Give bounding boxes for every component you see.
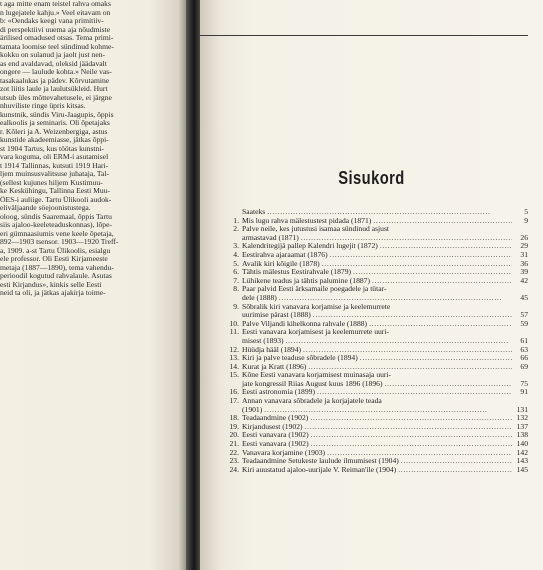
toc-entry-number: 5. [233, 258, 239, 268]
toc-entry-page: 31 [520, 249, 528, 259]
left-text-line: ärilised omadused otsas. Tema primi- [0, 34, 114, 42]
toc-leader-dots [401, 457, 512, 466]
toc-entry-title: misest (1893) [242, 335, 284, 345]
toc-entry-title: Kiri ja palve teaduse sõbradele (1894) [242, 353, 358, 363]
toc-leader-dots [310, 414, 512, 423]
toc-entry-title: Mis lugu rahva mälestustest pidada (1871) [242, 215, 372, 225]
toc-entry-page: 66 [520, 353, 528, 363]
toc-entry-title: Kiri auustatud ajaloo-uurijale V. Reiman'ile (1904) [242, 464, 397, 474]
left-text-line: metaja (1887—1890), tema vahendu- [0, 263, 114, 272]
left-text-line: tasakaalukas ja pädev. Kõrvutamine [0, 76, 110, 85]
left-page-text [0, 0, 182, 298]
left-text-line: ele professor. Oli Eesti Kirjameeste [0, 255, 108, 263]
toc-entry-page: 131 [516, 404, 528, 414]
toc-leader-dots [384, 380, 512, 389]
toc-entry-page: 142 [516, 447, 528, 457]
left-text-line: t aga mitte enam teistel rahva omaks [0, 0, 111, 8]
toc-entry-number: 2. [233, 224, 239, 234]
toc-entry-page: 91 [520, 387, 528, 397]
toc-entry-page: 75 [520, 378, 528, 388]
toc-entry-title: Kirjandusest (1902) [242, 421, 303, 431]
toc-entry-title: uurimise pärast (1888) [242, 310, 311, 320]
left-text-line: oloog, sündis Saaremaal, õppis Tartu [0, 212, 112, 221]
toc-entry-title: Sõbralik kiri vanavara korjamise ja keelemurrete [242, 301, 391, 311]
toc-entry-title: Vanavara korjamine (1903) [242, 447, 326, 457]
toc-entry-number: 7. [233, 275, 239, 285]
toc-entry-title: Kurat ja Kratt (1896) [242, 361, 307, 371]
left-text-line: as end avaldavad, oleksid jäädavalt [0, 59, 107, 68]
left-text-line: b: «Oendaks keegi vana primitiiv- [0, 17, 104, 25]
left-text-line: nhuviliste ringe üpris kitsas. [0, 102, 86, 110]
toc-entry-number: 17. [229, 396, 239, 406]
toc-entry-number: 10. [229, 318, 239, 328]
toc-entry-page: 137 [516, 421, 528, 431]
left-text-line: siis ajaloo-keeleteaduskonnas), lõpe- [0, 221, 112, 229]
table-of-contents [227, 208, 528, 474]
left-text-line: ÕES-i auliige. Tartu Ülikooli audok- [0, 195, 112, 204]
toc-entry-title: Avalik kiri kõigile (1878) [242, 258, 320, 268]
left-text-line: perioodil kogutud rahvalaule. Asutas [0, 272, 112, 280]
toc-entry-title: Palve neile, kes jutustusi isamaa sündinud asjust [242, 224, 390, 234]
toc-entry-title: Paar palvid Eesti ärksamaile poegadele ja tütar- [242, 284, 387, 294]
toc-entry-number: 11. [229, 327, 239, 337]
left-text-line: eri gümnaasiumis vene keele õpetaja, [0, 229, 114, 238]
toc-entry [227, 397, 528, 406]
left-text-line: ealkoolis ja seminaris. Oli õpetajaks [0, 119, 110, 127]
left-text-line: zot liitis laule ja laulutsükleid. Hurt [0, 85, 108, 93]
toc-leader-dots [360, 354, 512, 363]
toc-entry-title: Tähtis mälestus Eestirahvale (1879) [242, 267, 352, 277]
toc-leader-dots [380, 242, 512, 251]
toc-leader-dots [311, 440, 512, 449]
toc-entry-title: jate kongressil Riias August kuus 1896 (1896) [242, 378, 383, 388]
left-text-line: ongere — laulude kohta.» Neile vas- [0, 68, 112, 76]
toc-entry-page: 36 [520, 258, 528, 268]
left-page [0, 0, 186, 570]
toc-entry-title: Kalendritegijä pallep Kalendri lugejit (1872) [242, 241, 378, 251]
toc-entry-title: Eestirahva ajaraamat (1876) [242, 249, 328, 259]
left-text-line: eliväljaande söejoonistustega. [0, 204, 91, 212]
toc-entry-number: 9. [233, 301, 239, 311]
left-text-line: n lugejatele kahju.» Veel eitavam on [0, 8, 111, 17]
toc-entry-number: 14. [229, 361, 239, 371]
toc-entry-number: 1. [233, 215, 239, 225]
toc-leader-dots [305, 423, 512, 432]
left-text-line: utsub üles mõttevahetusele, ei järgne [0, 93, 112, 102]
toc-entry-page: 26 [520, 232, 528, 242]
toc-entry-title: Eesti vanavara (1902) [242, 430, 309, 440]
toc-entry-title: Lühikene teadus ja tähtis palumine (1887) [242, 275, 371, 285]
left-text-line: ljem muinsusvalitsuse juhataja, Tal- [0, 170, 109, 178]
toc-leader-dots [369, 320, 512, 329]
toc-leader-dots [372, 277, 512, 286]
toc-entry-number: 18. [229, 413, 239, 423]
toc-entry-title: Teadaandmine (1902) [242, 413, 309, 423]
left-text-line: t 1914 Tallinnas, kutsuti 1919 Hari- [0, 161, 109, 170]
toc-entry-page: 59 [520, 318, 528, 328]
toc-entry-title: armastavad (1871) [242, 232, 299, 242]
toc-leader-dots [373, 217, 512, 226]
toc-entry-title: Eesti astronomia (1899) [242, 387, 315, 397]
book-gutter [186, 0, 200, 570]
left-text-line: a, 1909. a-st Tartu Ülikoolis, esialgu [0, 246, 111, 255]
toc-entry-number: 6. [233, 267, 239, 277]
left-text-line: di perspektiivi uuema aja nõudmiste [0, 25, 111, 34]
toc-entry-number: 13. [229, 353, 239, 363]
left-text-line: kunstnik, sündis Viru-Jaagupis, õppis [0, 110, 114, 119]
left-text-line: neid ta oli, ja jätkas ajakirja toime- [0, 289, 106, 297]
toc-leader-dots [311, 431, 512, 440]
toc-entry-title: Palve Viljandi kihelkonna rahvale (1888) [242, 318, 368, 328]
toc-leader-dots [353, 268, 512, 277]
toc-entry-page: 143 [516, 456, 528, 466]
left-text-line: vara koguma, oli ERM-i asutamisel [0, 153, 109, 161]
toc-entry-page: 138 [516, 430, 528, 440]
left-text-line: r. Kõleri ja A. Weizenbergiga, astus [0, 127, 108, 136]
toc-leader-dots [398, 466, 512, 475]
toc-title: Sisukord [338, 168, 405, 188]
toc-entry-number: 12. [229, 344, 239, 354]
toc-entry-page: 57 [520, 310, 528, 320]
left-text-line: tamata loomise teel sündinud kohme- [0, 42, 114, 51]
right-page [200, 0, 543, 570]
toc-entry-title: Eesti vanavara (1902) [242, 439, 309, 449]
toc-entry-number: 22. [229, 447, 239, 457]
toc-entry-page: 69 [520, 361, 528, 371]
toc-entry-number: 19. [229, 421, 239, 431]
toc-entry [227, 466, 528, 475]
left-text-line: esti Kirjandus», kinkis selle Eesti [0, 280, 102, 289]
toc-entry-number: 8. [233, 284, 239, 294]
toc-entry-page: 145 [516, 464, 528, 474]
toc-entry-page: 5 [524, 207, 528, 216]
toc-entry-title: Annan vanavara sõbradele ja korjajatele teada [242, 396, 382, 406]
toc-entry-page: 29 [520, 241, 528, 251]
toc-entry-title: Hüüdja hääl (1894) [242, 344, 302, 354]
toc-entry-page: 63 [520, 344, 528, 354]
toc-entry-page: 45 [520, 292, 528, 302]
toc-entry-title: Eesti vanavara korjamisest ja keelemurrete uuri- [242, 327, 389, 337]
toc-entry-number: 24. [229, 464, 239, 474]
left-text-line: (sellest kujunes hiljem Kustimuu- [0, 178, 103, 187]
left-text-line: kunstide akadeemiasse, jätkas õppi- [0, 136, 109, 144]
toc-leader-dots [286, 337, 512, 346]
toc-entry-page: 132 [516, 413, 528, 423]
toc-entry-number: 20. [229, 430, 239, 440]
toc-entry-title: (1901) [242, 404, 263, 414]
left-text-line: st 1904 Tartus, kus töötas kunstni- [0, 144, 104, 153]
toc-entry-page: 9 [524, 215, 528, 225]
left-text-line: ke Keskühingu, Tallinna Eesti Muu- [0, 187, 111, 195]
toc-leader-dots [330, 251, 512, 260]
left-text-line: 892—1903 tsensor. 1903—1920 Treff- [0, 238, 119, 246]
left-text-line: kokku on sulanud ja jaolt just nen- [0, 51, 106, 59]
toc-entry-page: 39 [520, 267, 528, 277]
toc-entry-page: 140 [516, 439, 528, 449]
toc-entry-number: 23. [229, 456, 239, 466]
toc-entry-page: 61 [520, 335, 528, 345]
toc-entry-number: 15. [229, 370, 239, 380]
toc-entry-number: 3. [233, 241, 239, 251]
toc-entry-title: Kõne Eesti vanavara korjamisest muinasaja uuri- [242, 370, 392, 380]
toc-entry-page: 42 [520, 275, 528, 285]
toc-entry-number: 4. [233, 249, 239, 259]
header-rule [200, 35, 528, 36]
toc-entry-title: Saateks [242, 207, 266, 216]
toc-entry-number: 21. [229, 439, 239, 449]
toc-entry-title: Teadaandmine Setukeste laulude ilmumisest (1904) [242, 456, 399, 466]
toc-entry-number: 16. [229, 387, 239, 397]
toc-entry-title: dele (1888) [242, 292, 277, 302]
